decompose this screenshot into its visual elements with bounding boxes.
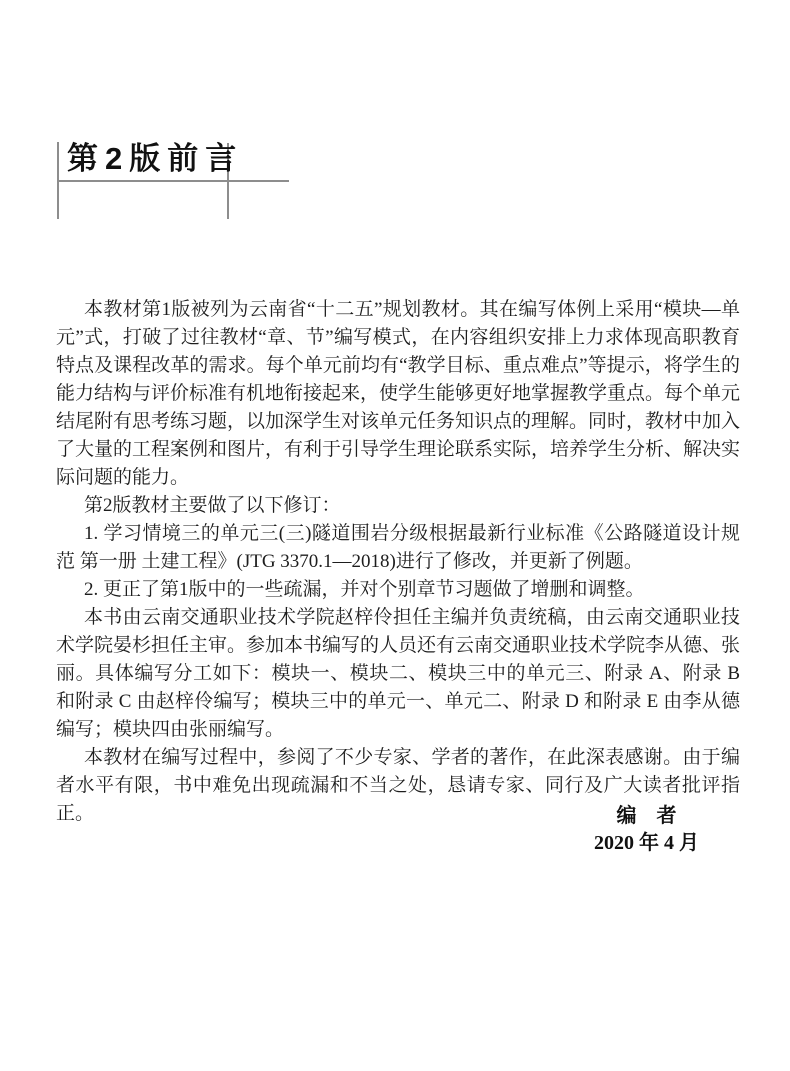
paragraph-revision-item-2: 2. 更正了第1版中的一些疏漏，并对个别章节习题做了增删和调整。 [84, 579, 645, 600]
preface-body [56, 296, 740, 828]
signature-date: 2020 年 4 月 [594, 832, 699, 854]
paragraph-acknowledgement: 本教材在编写过程中，参阅了不少专家、学者的著作，在此深表感谢。由于编者水平有限，书中难免出现疏漏和不当之处，恳请专家、同行及广大读者批评指正。 [56, 747, 740, 824]
paragraph-revision-lead: 第2版教材主要做了以下修订： [84, 495, 341, 516]
paragraph-contributors: 本书由云南交通职业技术学院赵梓伶担任主编并负责统稿，由云南交通职业技术学院晏杉担任主审。参加本书编写的人员还有云南交通职业技术学院李从德、张丽。具体编写分工如下：模块一、模块二、模块三中的单元三、附录 A、附录 B 和附录 C 由赵梓伶编写；模块三中的单元一、单元二、附录 D 和附录 E 由李从德编写；模块四由张丽编写。 [56, 607, 741, 740]
page-title: 第2版前言 [67, 141, 244, 176]
title-underline-rule [57, 180, 289, 182]
signature-block [594, 803, 699, 856]
paragraph-intro: 本教材第1版被列为云南省“十二五”规划教材。其在编写体例上采用“模块—单元”式，打破了过往教材“章、节”编写模式，在内容组织安排上力求体现高职教育特点及课程改革的需求。每个单元前均有“教学目标、重点难点”等提示，将学生的能力结构与评价标准有机地衔接起来，使学生能够更好地掌握教学重点。每个单元结尾附有思考练习题，以加深学生对该单元任务知识点的理解。同时，教材中加入了大量的工程案例和图片，有利于引导学生理论联系实际，培养学生分析、解决实际问题的能力。 [56, 299, 741, 488]
signature-author: 编 者 [616, 805, 677, 827]
paragraph-revision-item-1: 1. 学习情境三的单元三(三)隧道围岩分级根据最新行业标准《公路隧道设计规范 第一册 土建工程》(JTG 3370.1—2018)进行了修改，并更新了例题。 [56, 523, 740, 572]
